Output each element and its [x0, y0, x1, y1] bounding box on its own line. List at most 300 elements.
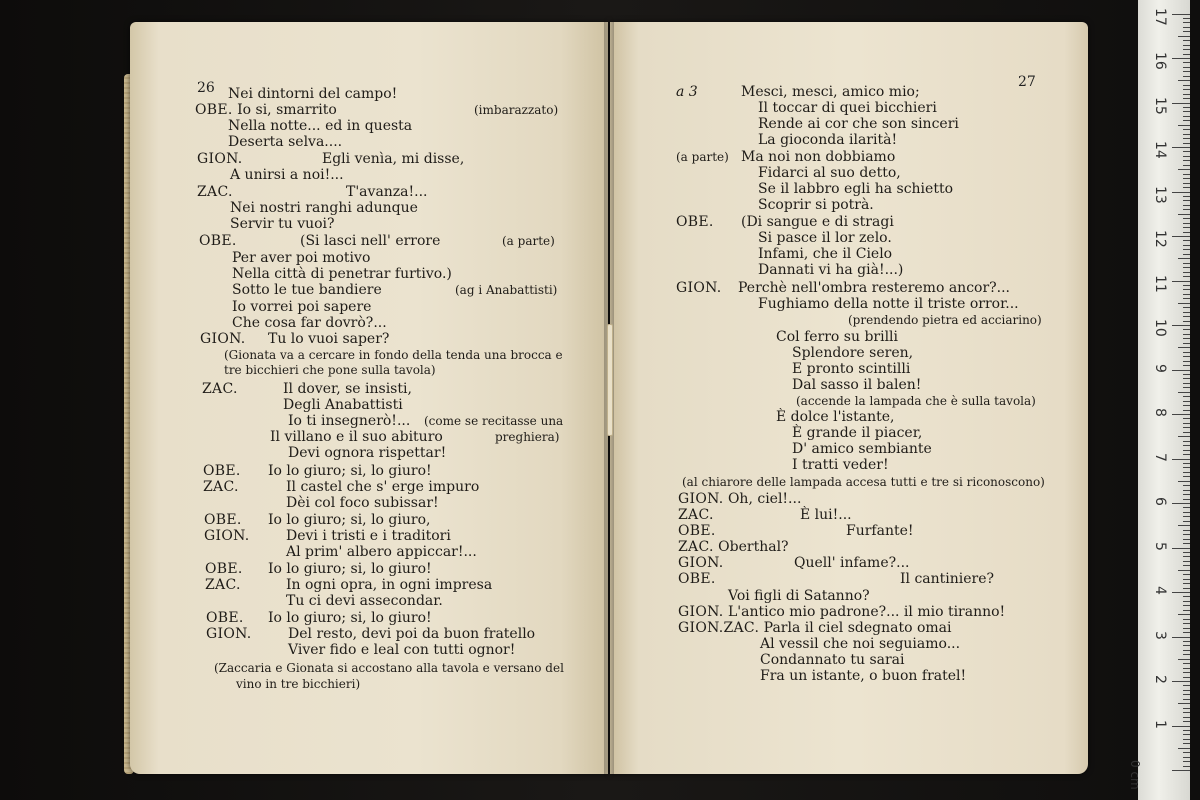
ruler-number: 17: [1152, 7, 1168, 26]
ruler-tick: [1172, 459, 1190, 460]
ruler-tick: [1183, 650, 1190, 651]
ruler-tick: [1183, 111, 1190, 112]
ruler-tick: [1183, 218, 1190, 219]
ruler-tick: [1183, 610, 1190, 611]
ruler-tick: [1183, 240, 1190, 241]
ruler-number: 13: [1152, 185, 1168, 204]
ruler-tick: [1183, 334, 1190, 335]
verse-text: Tu ci devi assecondar.: [286, 593, 443, 609]
ruler-tick: [1183, 423, 1190, 424]
left-page-number: 26: [197, 80, 215, 96]
speaker-label: GION.: [678, 604, 724, 620]
text-line: [728, 588, 870, 604]
ruler-tick: [1183, 196, 1190, 197]
ruler-tick: [1183, 316, 1190, 317]
ruler-tick: [1183, 668, 1190, 669]
speaker-label: ZAC.: [203, 479, 239, 495]
ruler-tick: [1183, 654, 1190, 655]
ruler-tick: [1183, 450, 1190, 451]
ruler-tick: [1183, 45, 1190, 46]
text-line: [741, 149, 895, 165]
ruler-tick: [1183, 263, 1190, 264]
text-line: [283, 381, 412, 397]
text-line: [200, 331, 246, 347]
ruler-tick: [1183, 512, 1190, 513]
speaker-label: OBE.: [678, 571, 716, 587]
stage-direction: (prendendo pietra ed acciarino): [848, 313, 1042, 327]
verse-text: Parla il ciel sdegnato omai: [763, 620, 952, 636]
ruler-tick: [1183, 743, 1190, 744]
text-line: [300, 233, 440, 249]
text-line: [204, 528, 250, 544]
text-line: [288, 445, 446, 461]
verse-text: Egli venìa, mi disse,: [322, 151, 465, 167]
speaker-label: GION.: [200, 331, 246, 347]
ruler-tick: [1178, 659, 1190, 660]
text-line: [288, 413, 410, 429]
ruler-tick: [1183, 396, 1190, 397]
ruler-tick: [1183, 329, 1190, 330]
ruler-tick: [1172, 58, 1190, 59]
speaker-label: ZAC.: [202, 381, 238, 397]
verse-text: Viver fido e leal con tutti ognor!: [288, 642, 516, 658]
ruler-tick: [1183, 494, 1190, 495]
verse-text: Il villano e il suo abituro: [270, 429, 443, 445]
text-line: [268, 610, 432, 626]
ruler-number: 6: [1152, 497, 1168, 506]
text-line: [424, 413, 563, 429]
verse-text: Io lo giuro; si, lo giuro!: [268, 561, 432, 577]
text-line: [230, 200, 418, 216]
ruler-tick: [1183, 690, 1190, 691]
speaker-label: ZAC.: [678, 507, 714, 523]
verse-text: (Di sangue e di stragi: [741, 214, 894, 230]
text-line: [792, 345, 913, 361]
ruler-tick: [1183, 174, 1190, 175]
ruler-tick: [1183, 454, 1190, 455]
text-line: [224, 347, 563, 363]
text-line: [283, 397, 403, 413]
stage-direction: (imbarazzato): [474, 103, 559, 117]
stage-direction: (al chiarore delle lampada accesa tutti e tre si riconoscono): [682, 475, 1045, 489]
ruler-tick: [1183, 365, 1190, 366]
ruler-tick: [1183, 605, 1190, 606]
speaker-label: OBE.: [678, 523, 716, 539]
ruler-tick: [1172, 325, 1190, 326]
text-line: [738, 280, 1010, 296]
ruler-number: 1: [1152, 719, 1168, 729]
text-line: [206, 626, 252, 642]
ruler-tick: [1183, 445, 1190, 446]
ruler-tick: [1178, 347, 1190, 348]
text-line: [214, 660, 564, 676]
verse-text: Fughiamo della notte il triste orror...: [758, 296, 1019, 312]
ruler-tick: [1183, 521, 1190, 522]
text-line: [758, 262, 903, 278]
ruler-tick: [1183, 76, 1190, 77]
verse-text: Devi i tristi e i traditori: [286, 528, 451, 544]
ruler-tick: [1183, 276, 1190, 277]
text-line: [232, 266, 452, 282]
text-line: [678, 507, 714, 523]
ruler-tick: [1172, 592, 1190, 593]
ruler-number: 9: [1152, 363, 1168, 373]
stage-direction: (ag i Anabattisti): [455, 283, 558, 297]
ruler-number: 5: [1152, 541, 1168, 551]
ruler-tick: [1172, 637, 1190, 638]
text-line: [230, 167, 344, 183]
text-line: [758, 100, 937, 116]
stage-direction: (Zaccaria e Gionata si accostano alla tavola e versano del: [214, 661, 564, 675]
verse-text: Degli Anabattisti: [283, 397, 403, 413]
verse-text: Al prim' albero appiccar!...: [286, 544, 477, 560]
text-line: [202, 381, 238, 397]
text-line: [322, 151, 464, 167]
ruler-tick: [1183, 200, 1190, 201]
ruler-tick: [1183, 565, 1190, 566]
ruler-tick: [1172, 192, 1190, 193]
ruler-tick: [1178, 125, 1190, 126]
text-line: [678, 555, 724, 571]
ruler-tick: [1172, 503, 1190, 504]
ruler-tick: [1178, 36, 1190, 37]
ruler-number: 12: [1152, 230, 1168, 248]
ruler-tick: [1183, 307, 1190, 308]
ruler-tick: [1183, 361, 1190, 362]
speaker-label: GION.: [206, 626, 252, 642]
ruler-tick: [1172, 236, 1190, 237]
verse-text: a 3: [676, 84, 698, 100]
text-line: [792, 361, 910, 377]
text-line: [474, 102, 558, 118]
ruler-tick: [1183, 116, 1190, 117]
ruler-tick: [1183, 472, 1190, 473]
ruler-tick: [1183, 94, 1190, 95]
ruler-tick: [1183, 22, 1190, 23]
ruler-tick: [1183, 583, 1190, 584]
text-line: [678, 539, 789, 555]
ruler-tick: [1183, 107, 1190, 108]
verse-text: Deserta selva....: [228, 134, 343, 150]
text-line: [676, 214, 714, 230]
ruler-tick: [1183, 663, 1190, 664]
ruler-number: 14: [1152, 141, 1168, 159]
ruler-tick: [1183, 507, 1190, 508]
ruler-tick: [1183, 227, 1190, 228]
right-page-number: 27: [1018, 74, 1036, 90]
ruler-tick: [1172, 548, 1190, 549]
ruler-tick: [1183, 628, 1190, 629]
verse-text: Fra un istante, o buon fratel!: [760, 668, 967, 684]
verse-text: Il castel che s' erge impuro: [286, 479, 480, 495]
ruler-tick: [1183, 516, 1190, 517]
ruler-tick: [1183, 561, 1190, 562]
text-line: [682, 474, 1045, 490]
text-line: [758, 197, 874, 213]
speaker-label: ZAC.: [678, 539, 714, 555]
verse-text: D' amico sembiante: [792, 441, 932, 457]
ruler-tick: [1183, 534, 1190, 535]
ruler-tick: [1183, 552, 1190, 553]
text-line: [228, 86, 397, 102]
ruler-tick: [1172, 281, 1190, 282]
ruler-tick: [1183, 98, 1190, 99]
text-line: [203, 479, 239, 495]
ruler-unit-label: 0 cm: [1128, 760, 1142, 790]
ruler-tick: [1183, 717, 1190, 718]
verse-text: Mesci, mesci, amico mio;: [741, 84, 920, 100]
ruler-tick: [1183, 49, 1190, 50]
ruler-tick: [1183, 596, 1190, 597]
ruler-number: 2: [1152, 675, 1168, 684]
ruler-tick: [1183, 530, 1190, 531]
ruler-tick: [1183, 721, 1190, 722]
text-line: [846, 523, 914, 539]
speaker-label: OBE.: [203, 463, 241, 479]
verse-text: Nella città di penetrar furtivo.): [232, 266, 452, 282]
ruler-tick: [1183, 267, 1190, 268]
measuring-ruler: [1128, 0, 1190, 800]
verse-text: Oh, ciel!...: [727, 491, 802, 507]
ruler-tick: [1183, 298, 1190, 299]
ruler-tick: [1183, 151, 1190, 152]
text-line: [848, 312, 1042, 328]
ruler-tick: [1183, 752, 1190, 753]
ruler-number: 11: [1152, 274, 1168, 293]
text-line: [230, 216, 335, 232]
ruler-tick: [1183, 31, 1190, 32]
verse-text: La gioconda ilarità!: [758, 132, 898, 148]
stage-direction: (a parte): [676, 150, 729, 164]
verse-text: Io vorrei poi sapere: [232, 299, 372, 315]
ruler-tick: [1183, 205, 1190, 206]
ruler-tick: [1183, 401, 1190, 402]
text-line: [758, 165, 901, 181]
ruler-number: 4: [1152, 586, 1168, 595]
ruler-tick: [1183, 441, 1190, 442]
ruler-tick: [1172, 103, 1190, 104]
stage-direction: preghiera): [495, 430, 560, 444]
text-line: [286, 479, 479, 495]
verse-text: Io si, smarrito: [237, 102, 337, 118]
text-line: [195, 102, 337, 118]
speaker-label: GION.: [676, 280, 722, 296]
text-line: [792, 377, 921, 393]
ruler-tick: [1183, 71, 1190, 72]
ruler-tick: [1183, 138, 1190, 139]
ruler-tick: [1183, 623, 1190, 624]
ruler-tick: [1183, 54, 1190, 55]
verse-text: È lui!...: [800, 507, 852, 523]
ruler-tick: [1178, 80, 1190, 81]
verse-text: È dolce l'istante,: [776, 409, 895, 425]
ruler-tick: [1183, 757, 1190, 758]
ruler-number: 3: [1152, 630, 1168, 640]
ruler-tick: [1183, 543, 1190, 544]
verse-text: Che cosa far dovrò?...: [232, 315, 387, 331]
ruler-tick: [1183, 294, 1190, 295]
ruler-tick: [1183, 160, 1190, 161]
text-line: [228, 118, 412, 134]
text-line: [900, 571, 994, 587]
ruler-tick: [1183, 378, 1190, 379]
verse-text: Scoprir si potrà.: [758, 197, 874, 213]
speaker-label: GION.: [197, 151, 243, 167]
ruler-tick: [1183, 178, 1190, 179]
text-line: [224, 362, 436, 378]
ruler-tick: [1183, 129, 1190, 130]
text-line: [796, 393, 1036, 409]
text-line: [232, 299, 371, 315]
ruler-tick: [1183, 427, 1190, 428]
ruler-tick: [1183, 62, 1190, 63]
ruler-tick: [1183, 143, 1190, 144]
ruler-tick: [1183, 209, 1190, 210]
ruler-tick: [1183, 619, 1190, 620]
ruler-tick: [1183, 694, 1190, 695]
text-line: [268, 512, 430, 528]
text-line: [205, 561, 243, 577]
ruler-number: 10: [1152, 319, 1168, 337]
ruler-tick: [1178, 392, 1190, 393]
verse-text: Nella notte... ed in questa: [228, 118, 413, 134]
ruler-tick: [1172, 770, 1190, 771]
ruler-tick: [1183, 739, 1190, 740]
ruler-tick: [1178, 258, 1190, 259]
text-line: [676, 84, 698, 100]
ruler-tick: [1183, 156, 1190, 157]
text-line: [502, 233, 555, 249]
text-line: [206, 610, 244, 626]
ruler-tick: [1183, 641, 1190, 642]
verse-text: Voi figli di Satanno?: [728, 588, 870, 604]
ruler-tick: [1183, 485, 1190, 486]
ruler-tick: [1183, 601, 1190, 602]
text-line: [792, 425, 922, 441]
ruler-tick: [1183, 490, 1190, 491]
text-line: [792, 457, 889, 473]
ruler-tick: [1172, 414, 1190, 415]
text-line: [792, 441, 932, 457]
stage-direction: vino in tre bicchieri): [236, 677, 361, 691]
ruler-tick: [1183, 685, 1190, 686]
ruler-tick: [1172, 681, 1190, 682]
ruler-tick: [1183, 588, 1190, 589]
text-line: [758, 181, 953, 197]
ruler-tick: [1178, 703, 1190, 704]
ruler-tick: [1183, 374, 1190, 375]
ruler-tick: [1172, 147, 1190, 148]
speaker-label: OBE.: [676, 214, 714, 230]
text-line: [232, 315, 387, 331]
ruler-tick: [1183, 383, 1190, 384]
ruler-tick: [1178, 436, 1190, 437]
verse-text: Io lo giuro; si, lo giuro,: [268, 512, 431, 528]
ruler-tick: [1183, 352, 1190, 353]
ruler-tick: [1183, 183, 1190, 184]
speaker-label: ZAC.: [205, 577, 241, 593]
ruler-tick: [1183, 40, 1190, 41]
ruler-tick: [1183, 632, 1190, 633]
text-line: [758, 296, 1019, 312]
ruler-tick: [1183, 387, 1190, 388]
text-line: [455, 282, 557, 298]
verse-text: Nei nostri ranghi adunque: [230, 200, 418, 216]
text-line: [676, 149, 729, 165]
verse-text: E pronto scintilli: [792, 361, 911, 377]
ruler-tick: [1183, 712, 1190, 713]
verse-text: In ogni opra, in ogni impresa: [286, 577, 493, 593]
verse-text: Al vessil che noi seguiamo...: [760, 636, 961, 652]
ruler-tick: [1183, 165, 1190, 166]
stage-direction: (Gionata va a cercare in fondo della tenda una brocca e: [224, 348, 563, 362]
text-line: [776, 329, 898, 345]
text-line: [268, 561, 432, 577]
ruler-number: 8: [1152, 408, 1168, 417]
text-line: [203, 463, 241, 479]
verse-text: Fidarci al suo detto,: [758, 165, 901, 181]
ruler-tick: [1183, 249, 1190, 250]
ruler-tick: [1183, 556, 1190, 557]
text-line: [741, 214, 894, 230]
ruler-tick: [1183, 432, 1190, 433]
verse-text: Splendore seren,: [792, 345, 914, 361]
ruler-tick: [1183, 232, 1190, 233]
text-line: [197, 151, 243, 167]
verse-text: Col ferro su brilli: [776, 329, 899, 345]
verse-text: Se il labbro egli ha schietto: [758, 181, 954, 197]
verse-text: (Si lasci nell' errore: [300, 233, 441, 249]
ruler-tick: [1178, 525, 1190, 526]
stage-direction: (come se recitasse una: [424, 414, 564, 428]
text-line: [758, 230, 892, 246]
ruler-tick: [1183, 312, 1190, 313]
verse-text: Perchè nell'ombra resteremo ancor?...: [738, 280, 1011, 296]
ruler-tick: [1183, 672, 1190, 673]
text-line: [800, 507, 852, 523]
ruler-number: 16: [1152, 52, 1168, 70]
text-line: [205, 577, 241, 593]
text-line: [286, 577, 492, 593]
ruler-tick: [1183, 321, 1190, 322]
ruler-tick: [1183, 272, 1190, 273]
ruler-tick: [1183, 730, 1190, 731]
ruler-tick: [1183, 699, 1190, 700]
text-line: [286, 495, 439, 511]
ruler-tick: [1172, 14, 1190, 15]
ruler-tick: [1183, 245, 1190, 246]
text-line: [678, 571, 716, 587]
binding-thread: [607, 324, 613, 436]
ruler-tick: [1178, 214, 1190, 215]
verse-text: È grande il piacer,: [792, 425, 923, 441]
speaker-label: GION.: [204, 528, 250, 544]
ruler-tick: [1183, 289, 1190, 290]
text-line: [741, 84, 920, 100]
verse-text: Nei dintorni del campo!: [228, 86, 398, 102]
ruler-tick: [1183, 579, 1190, 580]
text-line: [286, 593, 443, 609]
text-line: [758, 132, 897, 148]
text-line: [678, 604, 1005, 620]
verse-text: Rende ai cor che son sinceri: [758, 116, 959, 132]
ruler-tick: [1183, 410, 1190, 411]
text-line: [270, 429, 443, 445]
verse-text: Servir tu vuoi?: [230, 216, 335, 232]
ruler-tick: [1183, 356, 1190, 357]
text-line: [288, 626, 535, 642]
verse-text: L'antico mio padrone?... il mio tiranno!: [727, 604, 1006, 620]
